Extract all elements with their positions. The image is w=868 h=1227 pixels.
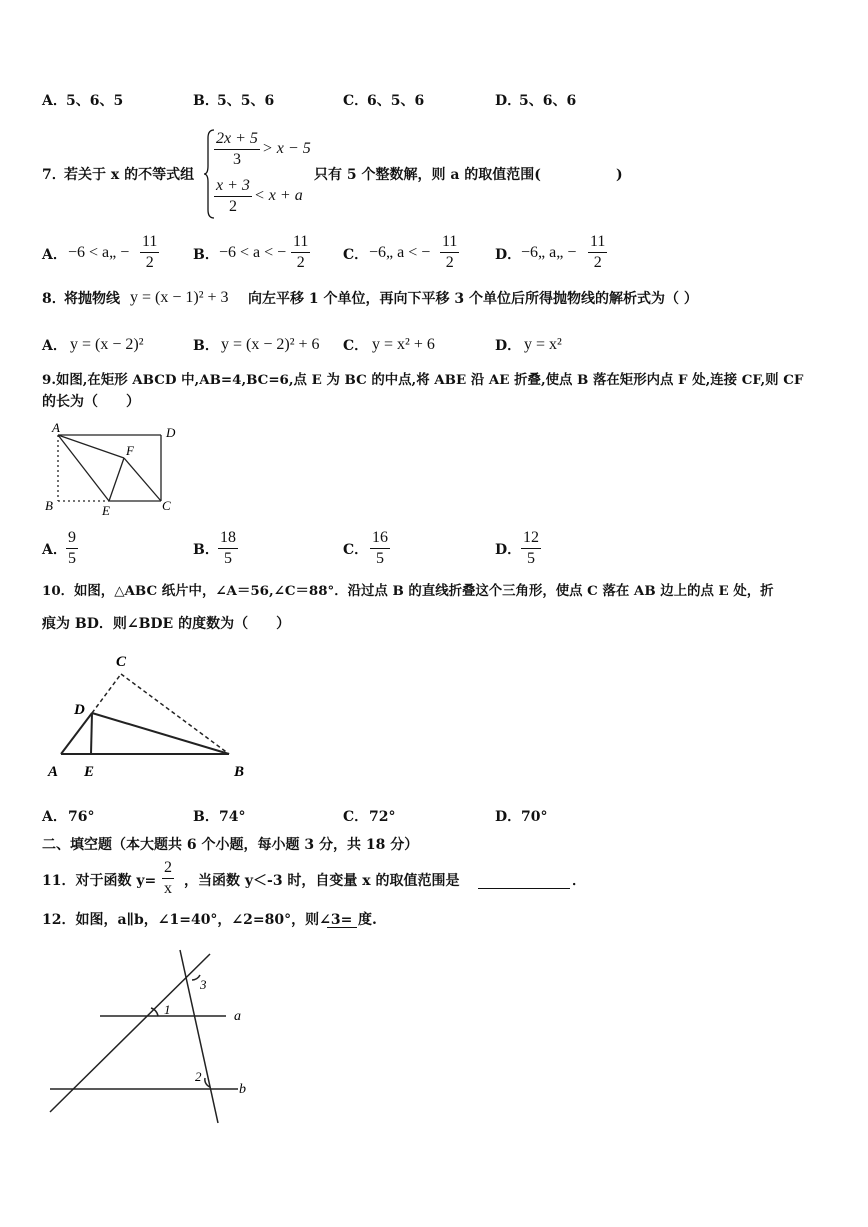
- q9-option-c-den: 5: [376, 550, 384, 567]
- section-2-heading: 二、填空题（本大题共 6 个小题，每小题 3 分，共 18 分）: [42, 837, 419, 853]
- q10-stem-line2: 痕为 BD．则∠BDE 的度数为（ ）: [42, 616, 291, 632]
- q10-option-c-label: C．: [343, 809, 369, 825]
- q9-option-a-num: 9: [66, 529, 78, 549]
- q9-option-d-num: 12: [521, 529, 541, 549]
- q8-stem-suffix: 向左平移 1 个单位，再向下平移 3 个单位后所得抛物线的解析式为（ ）: [248, 291, 698, 307]
- q7-sys1-fraction: [214, 130, 260, 169]
- q8-option-a: y = (x − 2)²: [70, 336, 144, 353]
- q7-option-c-expr: −6„ a < −: [369, 244, 431, 261]
- q9-line-fc: [124, 458, 161, 501]
- q7-option-a-den: 2: [145, 254, 154, 271]
- q8-number: 8．: [42, 291, 66, 307]
- q7-stem-close: ): [616, 167, 623, 183]
- q9-option-d-label: D．: [495, 542, 522, 558]
- q10-option-b-label: B．: [193, 809, 219, 825]
- q7-sys1-num: 2x + 5: [214, 130, 260, 150]
- q7-option-c-label: C．: [343, 247, 369, 263]
- q7-option-c-num: 11: [440, 233, 459, 253]
- q11-prefix: 11．对于函数 y=: [42, 873, 157, 889]
- q7-option-d-num: 11: [588, 233, 607, 253]
- q9-figure: [40, 418, 185, 518]
- q7-number: 7．: [42, 167, 66, 183]
- q7-option-d-label: D．: [495, 247, 522, 263]
- q10-line-cb-dashed: [121, 674, 229, 754]
- q10-figure: [40, 648, 260, 783]
- q9-label-c: C: [162, 498, 171, 513]
- q6-option-a-label: A．: [42, 93, 67, 109]
- q6-option-c: 6、5、6: [367, 93, 425, 109]
- q9-option-b-label: B．: [193, 542, 219, 558]
- q8-option-a-label: A．: [42, 338, 67, 354]
- q7-option-c-fraction: [440, 233, 459, 272]
- q10-option-d: 70°: [521, 809, 548, 825]
- q6-option-d: 5、6、6: [519, 93, 577, 109]
- q11-frac-num: 2: [162, 859, 174, 879]
- q12-label-1: 1: [164, 1002, 171, 1017]
- q9-stem-line2: 的长为（ ）: [42, 394, 140, 410]
- q9-option-c-num: 16: [370, 529, 390, 549]
- q6-option-b-label: B．: [193, 93, 219, 109]
- q8-option-c: y = x² + 6: [372, 336, 435, 353]
- q9-line-af: [58, 435, 124, 458]
- q12-figure: [40, 942, 270, 1127]
- q9-option-d-fraction: [521, 529, 541, 568]
- q8-option-b-label: B．: [193, 338, 219, 354]
- q11-suffix: ，当函数 y＜-3 时，自变量 x 的取值范围是: [184, 873, 460, 889]
- q9-line-ae: [58, 435, 109, 501]
- q10-label-e: E: [84, 764, 95, 780]
- q7-stem-after: 只有 5 个整数解，则 a 的取值范围(: [314, 167, 541, 183]
- q9-option-d-den: 5: [527, 550, 535, 567]
- q7-sys2-num: x + 3: [214, 177, 252, 197]
- q9-label-a: A: [52, 420, 60, 435]
- q8-option-d-label: D．: [495, 338, 522, 354]
- q9-option-b-num: 18: [218, 529, 238, 549]
- q11-end: ．: [572, 873, 586, 889]
- q9-option-b-den: 5: [224, 550, 232, 567]
- q7-sys2-relation: < x + a: [254, 187, 303, 204]
- q7-option-a-expr: −6 < a„ −: [68, 244, 130, 261]
- q12-prefix: 12．如图，a∥b，∠1=40°，∠2=80°，则∠3=: [42, 912, 353, 928]
- q10-label-c: C: [116, 654, 127, 670]
- q10-label-b: B: [234, 764, 245, 780]
- q9-label-f: F: [126, 443, 134, 458]
- q8-stem-expr: y = (x − 1)² + 3: [130, 289, 229, 306]
- q7-option-b-num: 11: [291, 233, 310, 253]
- q9-label-d: D: [166, 425, 176, 440]
- q10-label-d: D: [74, 702, 85, 718]
- q10-option-a: 76°: [68, 809, 95, 825]
- q8-option-b: y = (x − 2)² + 6: [221, 336, 320, 353]
- q9-stem-line1: 9.如图,在矩形 ABCD 中,AB=4,BC=6,点 E 为 BC 的中点,将 ABE 沿 AE 折叠,使点 B 落在矩形内点 F 处,连接 CF,则 CF: [42, 372, 804, 388]
- q7-option-b-expr: −6 < a < −: [219, 244, 287, 261]
- q12-label-2: 2: [195, 1069, 202, 1084]
- q12-label-b: b: [239, 1082, 246, 1097]
- q10-option-d-label: D．: [495, 809, 522, 825]
- q9-option-a-fraction: [66, 529, 78, 568]
- q6-option-c-label: C．: [343, 93, 369, 109]
- q7-option-a-fraction: [140, 233, 159, 272]
- q11-fraction: [162, 859, 174, 898]
- q7-sys2-den: 2: [228, 198, 237, 215]
- q6-option-b: 5、5、6: [217, 93, 275, 109]
- q6-option-d-label: D．: [495, 93, 522, 109]
- q12-label-a: a: [234, 1009, 241, 1024]
- q7-option-a-label: A．: [42, 247, 67, 263]
- q10-line-de: [91, 713, 92, 754]
- q9-option-c-fraction: [370, 529, 390, 568]
- q7-option-d-den: 2: [593, 254, 602, 271]
- q12-label-3: 3: [200, 977, 207, 992]
- q10-option-c: 72°: [369, 809, 396, 825]
- q7-option-c-den: 2: [445, 254, 454, 271]
- q10-line-dc-dashed: [92, 674, 121, 713]
- q7-option-b-den: 2: [296, 254, 305, 271]
- q9-line-fe: [109, 458, 124, 501]
- q11-frac-den: x: [164, 880, 172, 897]
- q10-line-ad: [61, 713, 92, 754]
- q6-option-a: 5、6、5: [66, 93, 124, 109]
- q7-option-d-expr: −6„ a„ −: [521, 244, 577, 261]
- q7-option-d-fraction: [588, 233, 607, 272]
- q7-sys1-relation: > x − 5: [262, 140, 311, 157]
- q8-option-d: y = x²: [524, 336, 562, 353]
- q9-option-a-den: 5: [68, 550, 76, 567]
- q10-label-a: A: [48, 764, 59, 780]
- q10-option-a-label: A．: [42, 809, 67, 825]
- q7-sys2-fraction: [214, 177, 252, 216]
- q10-option-b: 74°: [219, 809, 246, 825]
- q7-option-a-num: 11: [140, 233, 159, 253]
- q12-suffix: 度.: [358, 912, 377, 928]
- q11-answer-blank[interactable]: [478, 874, 570, 889]
- q7-option-b-fraction: [291, 233, 310, 272]
- q9-label-b: B: [45, 498, 53, 513]
- q7-stem-before: 若关于 x 的不等式组: [64, 167, 195, 183]
- q8-stem-prefix: 将抛物线: [64, 291, 120, 307]
- q9-option-a-label: A．: [42, 542, 67, 558]
- q10-stem-line1: 10．如图，△ABC 纸片中，∠A＝56,∠C＝88°．沿过点 B 的直线折叠这个三角形，使点 C 落在 AB 边上的点 E 处，折: [42, 583, 774, 599]
- q7-sys1-den: 3: [232, 151, 241, 168]
- q8-option-c-label: C．: [343, 338, 369, 354]
- q7-option-b-label: B．: [193, 247, 219, 263]
- q9-option-c-label: C．: [343, 542, 369, 558]
- q10-line-db: [92, 713, 229, 754]
- q9-option-b-fraction: [218, 529, 238, 568]
- q12-angle-3-arc: [192, 975, 200, 980]
- q9-label-e: E: [102, 503, 110, 518]
- q12-answer-blank[interactable]: [327, 913, 357, 928]
